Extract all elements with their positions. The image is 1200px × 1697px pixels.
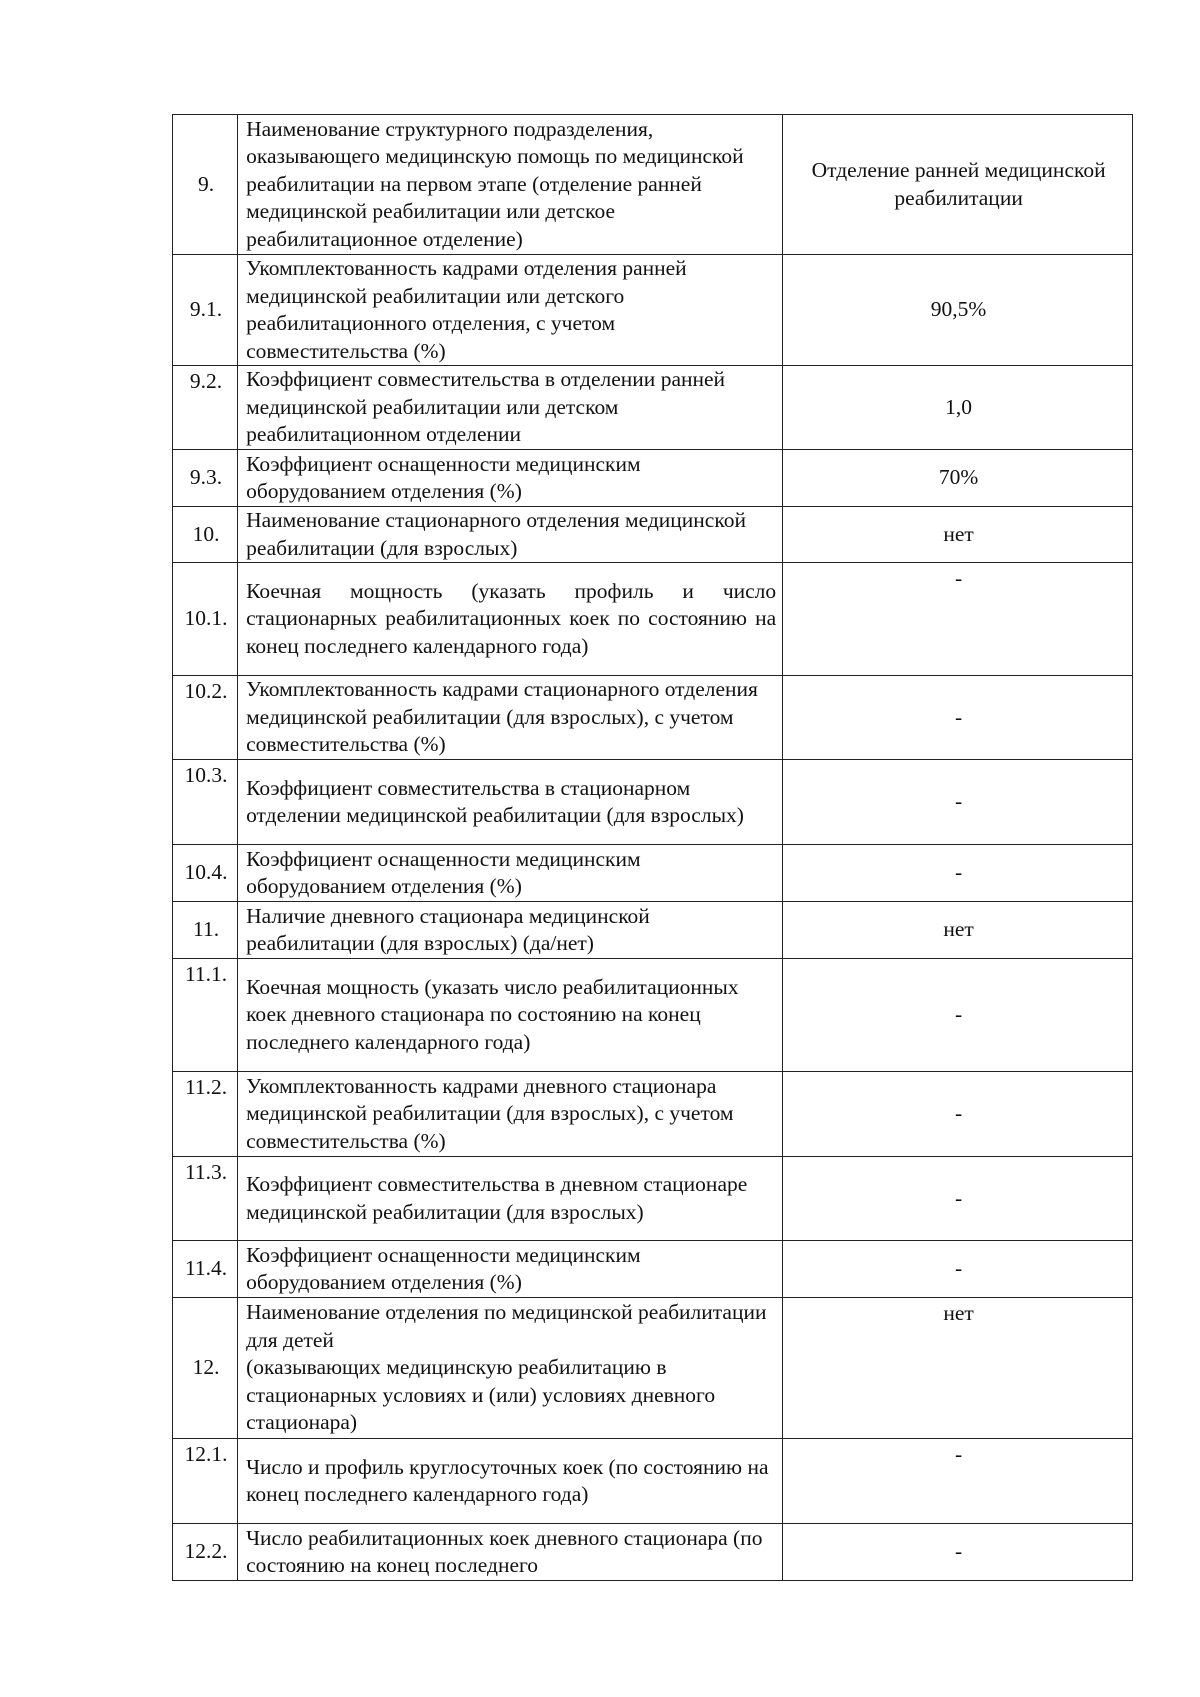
- row-number: 11.3.: [173, 1157, 238, 1241]
- row-number: 9.: [173, 115, 238, 255]
- row-description: Коэффициент совместительства в отделении ранней медицинской реабилитации или детском реабилитационном отделении: [238, 366, 783, 450]
- row-value: Отделение ранней медицинской реабилитации: [783, 115, 1133, 255]
- row-value: -: [783, 1157, 1133, 1241]
- row-number: 12.2.: [173, 1524, 238, 1581]
- row-description: Наименование стационарного отделения медицинской реабилитации (для взрослых): [238, 507, 783, 563]
- row-value: 1,0: [783, 366, 1133, 450]
- table-row: [173, 507, 1133, 563]
- row-description: Коэффициент совместительства в стационарном отделении медицинской реабилитации (для взрослых): [238, 760, 783, 845]
- table-row: [173, 115, 1133, 255]
- row-number: 10.4.: [173, 845, 238, 902]
- table-row: [173, 1157, 1133, 1241]
- rehabilitation-data-table: [172, 114, 1133, 1581]
- table-row: [173, 1298, 1133, 1439]
- row-number: 12.1.: [173, 1439, 238, 1524]
- table-row: [173, 563, 1133, 676]
- table-row: [173, 450, 1133, 507]
- row-number: 12.: [173, 1298, 238, 1439]
- table-row: [173, 1072, 1133, 1157]
- table-row: [173, 366, 1133, 450]
- table-row: [173, 255, 1133, 366]
- row-number: 11.4.: [173, 1241, 238, 1298]
- row-number: 9.1.: [173, 255, 238, 366]
- row-description: Коэффициент оснащенности медицинским оборудованием отделения (%): [238, 450, 783, 507]
- row-value: 90,5%: [783, 255, 1133, 366]
- row-description: Укомплектованность кадрами дневного стационара медицинской реабилитации (для взрослых), с учетом совместительства (%): [238, 1072, 783, 1157]
- row-value: -: [783, 845, 1133, 902]
- row-value: -: [783, 959, 1133, 1072]
- row-description: Число и профиль круглосуточных коек (по состоянию на конец последнего календарного года): [238, 1439, 783, 1524]
- row-value: -: [783, 563, 1133, 676]
- row-number: 10.3.: [173, 760, 238, 845]
- row-number: 10.1.: [173, 563, 238, 676]
- table-row: [173, 959, 1133, 1072]
- row-description: Укомплектованность кадрами отделения ранней медицинской реабилитации или детского реабилитационного отделения, с учетом совместительства (%): [238, 255, 783, 366]
- row-value: -: [783, 1524, 1133, 1581]
- row-number: 11.2.: [173, 1072, 238, 1157]
- row-description: Коэффициент оснащенности медицинским оборудованием отделения (%): [238, 845, 783, 902]
- row-value: -: [783, 1241, 1133, 1298]
- row-description: Наименование структурного подразделения, оказывающего медицинскую помощь по медицинской реабилитации на первом этапе (отделение ранней медицинской реабилитации или детское реабилитационное отделение): [238, 115, 783, 255]
- row-description: [238, 1298, 783, 1439]
- row-number: 9.3.: [173, 450, 238, 507]
- row-value: -: [783, 1439, 1133, 1524]
- table-row: [173, 1524, 1133, 1581]
- row-description-line: (оказывающих медицинскую реабилитацию в стационарных условиях и (или) условиях дневного стационара): [246, 1355, 716, 1435]
- table-row: [173, 760, 1133, 845]
- row-value: -: [783, 760, 1133, 845]
- row-number: 10.2.: [173, 676, 238, 760]
- row-description: Укомплектованность кадрами стационарного отделения медицинской реабилитации (для взрослых), с учетом совместительства (%): [238, 676, 783, 760]
- table-row: [173, 845, 1133, 902]
- row-description: Коэффициент совместительства в дневном стационаре медицинской реабилитации (для взрослых): [238, 1157, 783, 1241]
- row-number: 9.2.: [173, 366, 238, 450]
- row-value: нет: [783, 902, 1133, 959]
- table-row: [173, 902, 1133, 959]
- table-row: [173, 1439, 1133, 1524]
- row-description: Коэффициент оснащенности медицинским оборудованием отделения (%): [238, 1241, 783, 1298]
- row-value: нет: [783, 507, 1133, 563]
- row-value: 70%: [783, 450, 1133, 507]
- row-number: 11.: [173, 902, 238, 959]
- table-row: [173, 676, 1133, 760]
- row-number: 10.: [173, 507, 238, 563]
- row-value: -: [783, 1072, 1133, 1157]
- row-value: нет: [783, 1298, 1133, 1439]
- row-description: Коечная мощность (указать число реабилитационных коек дневного стационара по состоянию на конец последнего календарного года): [238, 959, 783, 1072]
- row-value: -: [783, 676, 1133, 760]
- row-description: Наличие дневного стационара медицинской реабилитации (для взрослых) (да/нет): [238, 902, 783, 959]
- row-description: Число реабилитационных коек дневного стационара (по состоянию на конец последнего: [238, 1524, 783, 1581]
- row-description-line: Наименование отделения по медицинской реабилитации для детей: [246, 1300, 767, 1352]
- row-description: Коечная мощность (указать профиль и число стационарных реабилитационных коек по состоянию на конец последнего календарного года): [238, 563, 783, 676]
- row-number: 11.1.: [173, 959, 238, 1072]
- table-row: [173, 1241, 1133, 1298]
